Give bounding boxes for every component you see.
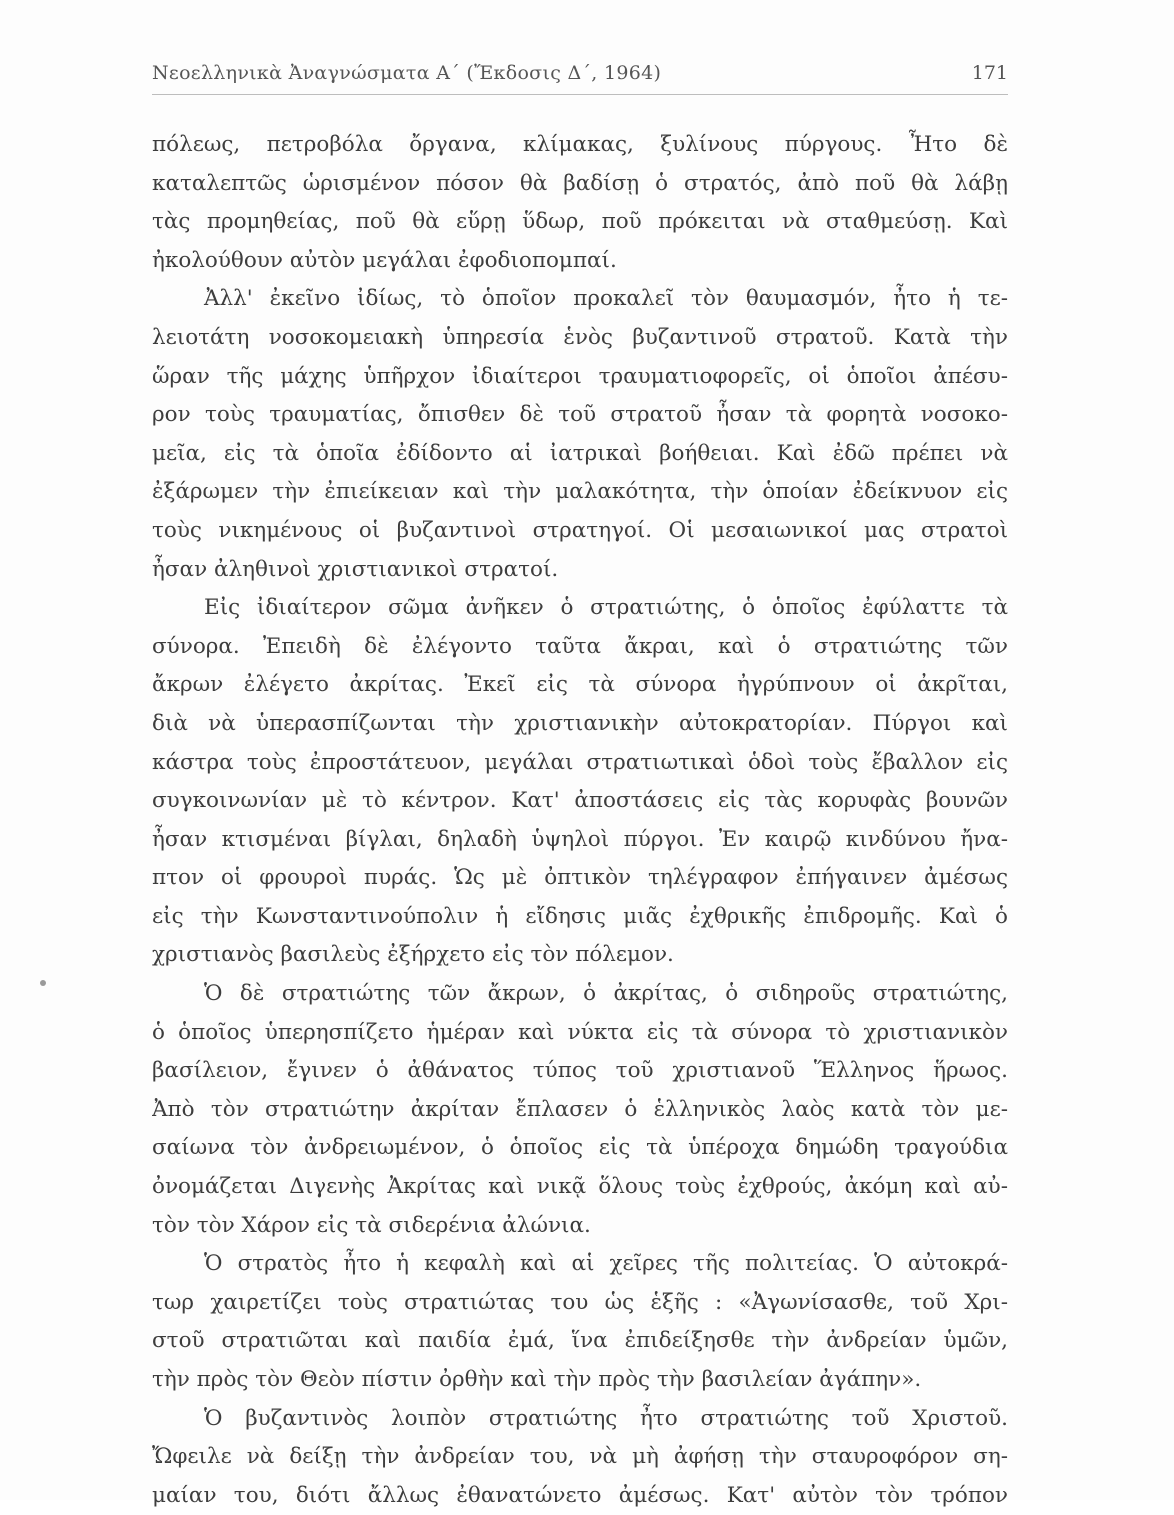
text-line: ὀνομάζεται Διγενὴς Ἀκρίτας καὶ νικᾷ ὅλους τοὺς ἐχθρούς, ἀκόμη καὶ αὐ- bbox=[152, 1174, 1008, 1200]
header-rule bbox=[152, 94, 1008, 95]
text-line: ἠκολούθουν αὐτὸν μεγάλαι ἐφοδιοπομπαί. bbox=[152, 247, 617, 273]
scan-speck bbox=[40, 980, 46, 986]
text-line: λειοτάτη νοσοκομειακὴ ὑπηρεσία ἑνὸς βυζαντινοῦ στρατοῦ. Κατὰ τὴν bbox=[152, 324, 1008, 350]
text-line: σαίωνα τὸν ἀνδρειωμένον, ὁ ὁποῖος εἰς τὰ ὑπέροχα δημώδη τραγούδια bbox=[152, 1135, 1008, 1161]
book-title: Νεοελληνικὰ Ἀναγνώσματα Α΄ (Ἔκδοσις Δ΄, 1964) bbox=[152, 62, 662, 84]
text-line: βασίλειον, ἔγινεν ὁ ἀθάνατος τύπος τοῦ χριστιανοῦ Ἕλληνος ἥρωος. bbox=[152, 1058, 1008, 1084]
text-line: τωρ χαιρετίζει τοὺς στρατιώτας του ὡς ἑξῆς : «Ἀγωνίσασθε, τοῦ Χρι- bbox=[152, 1289, 1008, 1315]
text-line: διὰ νὰ ὑπερασπίζωνται τὴν χριστιανικὴν αὐτοκρατορίαν. Πύργοι καὶ bbox=[152, 710, 1008, 736]
text-line: ὥραν τῆς μάχης ὑπῆρχον ἰδιαίτεροι τραυματιοφορεῖς, οἱ ὁποῖοι ἀπέσυ- bbox=[152, 363, 1008, 389]
text-line: συγκοινωνίαν μὲ τὸ κέντρον. Κατ' ἀποστάσεις εἰς τὰς κορυφὰς βουνῶν bbox=[152, 788, 1008, 814]
paragraph-first-line: Εἰς ἰδιαίτερον σῶμα ἀνῆκεν ὁ στρατιώτης, ὁ ὁποῖος ἐφύλαττε τὰ bbox=[204, 595, 1008, 621]
running-head bbox=[152, 62, 1008, 96]
text-line: πτον οἱ φρουροὶ πυράς. Ὡς μὲ ὀπτικὸν τηλέγραφον ἐπήγαινεν ἀμέσως bbox=[152, 865, 1008, 891]
text-line: ὁ ὁποῖος ὑπερησπίζετο ἡμέραν καὶ νύκτα εἰς τὰ σύνορα τὸ χριστιανικὸν bbox=[152, 1019, 1008, 1045]
text-line: εἰς τὴν Κωνσταντινούπολιν ἡ εἴδησις μιᾶς ἐχθρικῆς ἐπιδρομῆς. Καὶ ὁ bbox=[152, 903, 1008, 929]
text-line: πόλεως, πετροβόλα ὄργανα, κλίμακας, ξυλίνους πύργους. Ἦτο δὲ bbox=[152, 132, 1008, 157]
text-line: τὴν πρὸς τὸν Θεὸν πίστιν ὀρθὴν καὶ τὴν πρὸς τὴν βασιλείαν ἀγάπην». bbox=[152, 1367, 922, 1392]
text-line: ρον τοὺς τραυματίας, ὄπισθεν δὲ τοῦ στρατοῦ ἦσαν τὰ φορητὰ νοσοκο- bbox=[152, 402, 1008, 428]
text-line: ἦσαν κτισμέναι βίγλαι, δηλαδὴ ὑψηλοὶ πύργοι. Ἐν καιρῷ κινδύνου ἤνα- bbox=[152, 826, 1008, 852]
page-number: 171 bbox=[971, 62, 1008, 84]
text-line: καταλεπτῶς ὡρισμένον πόσον θὰ βαδίσῃ ὁ στρατός, ἀπὸ ποῦ θὰ λάβῃ bbox=[152, 170, 1008, 196]
paragraph-first-line: Ὁ βυζαντινὸς λοιπὸν στρατιώτης ἦτο στρατιώτης τοῦ Χριστοῦ. bbox=[204, 1405, 1008, 1431]
text-line: Ἀπὸ τὸν στρατιώτην ἀκρίταν ἔπλασεν ὁ ἑλληνικὸς λαὸς κατὰ τὸν με- bbox=[152, 1096, 1008, 1122]
paragraph-first-line: Ἀλλ' ἐκεῖνο ἰδίως, τὸ ὁποῖον προκαλεῖ τὸν θαυμασμόν, ἦτο ἡ τε- bbox=[204, 286, 1008, 312]
paragraph-first-line: Ὁ δὲ στρατιώτης τῶν ἄκρων, ὁ ἀκρίτας, ὁ σιδηροῦς στρατιώτης, bbox=[204, 981, 1008, 1007]
text-line: τὸν τὸν Χάρον εἰς τὰ σιδερένια ἀλώνια. bbox=[152, 1212, 591, 1238]
text-line: ἐξάρωμεν τὴν ἐπιείκειαν καὶ τὴν μαλακότητα, τὴν ὁποίαν ἐδείκνυον εἰς bbox=[152, 479, 1008, 505]
text-line: Ὤφειλε νὰ δείξῃ τὴν ἀνδρείαν του, νὰ μὴ ἀφήσῃ τὴν σταυροφόρον ση- bbox=[152, 1444, 1008, 1470]
text-line: τὰς προμηθείας, ποῦ θὰ εὕρῃ ὕδωρ, ποῦ πρόκειται νὰ σταθμεύσῃ. Καὶ bbox=[152, 209, 1008, 235]
text-line: μεῖα, εἰς τὰ ὁποῖα ἐδίδοντο αἱ ἰατρικαὶ βοήθειαι. Καὶ ἐδῶ πρέπει νὰ bbox=[152, 440, 1008, 466]
text-line: στοῦ στρατιῶται καὶ παιδία ἐμά, ἵνα ἐπιδείξησθε τὴν ἀνδρείαν ὑμῶν, bbox=[152, 1328, 1008, 1354]
text-line: κάστρα τοὺς ἐπροστάτευον, μεγάλαι στρατιωτικαὶ ὁδοὶ τοὺς ἔβαλλον εἰς bbox=[152, 749, 1008, 775]
text-line: σύνορα. Ἐπειδὴ δὲ ἐλέγοντο ταῦτα ἄκραι, καὶ ὁ στρατιώτης τῶν bbox=[152, 633, 1008, 659]
text-line: μαίαν του, διότι ἄλλως ἐθανατώνετο ἀμέσως. Κατ' αὐτὸν τὸν τρόπον bbox=[152, 1482, 1008, 1508]
text-line: χριστιανὸς βασιλεὺς ἐξήρχετο εἰς τὸν πόλεμον. bbox=[152, 942, 674, 968]
text-line: ἦσαν ἀληθινοὶ χριστιανικοὶ στρατοί. bbox=[152, 556, 559, 582]
text-line: ἄκρων ἐλέγετο ἀκρίτας. Ἐκεῖ εἰς τὰ σύνορα ἠγρύπνουν οἱ ἀκρῖται, bbox=[152, 672, 1008, 698]
body-text bbox=[152, 126, 1008, 1515]
text-line: τοὺς νικημένους οἱ βυζαντινοὶ στρατηγοί. Οἱ μεσαιωνικοί μας στρατοὶ bbox=[152, 517, 1008, 543]
paragraph-first-line: Ὁ στρατὸς ἦτο ἡ κεφαλὴ καὶ αἱ χεῖρες τῆς πολιτείας. Ὁ αὐτοκρά- bbox=[204, 1251, 1008, 1277]
